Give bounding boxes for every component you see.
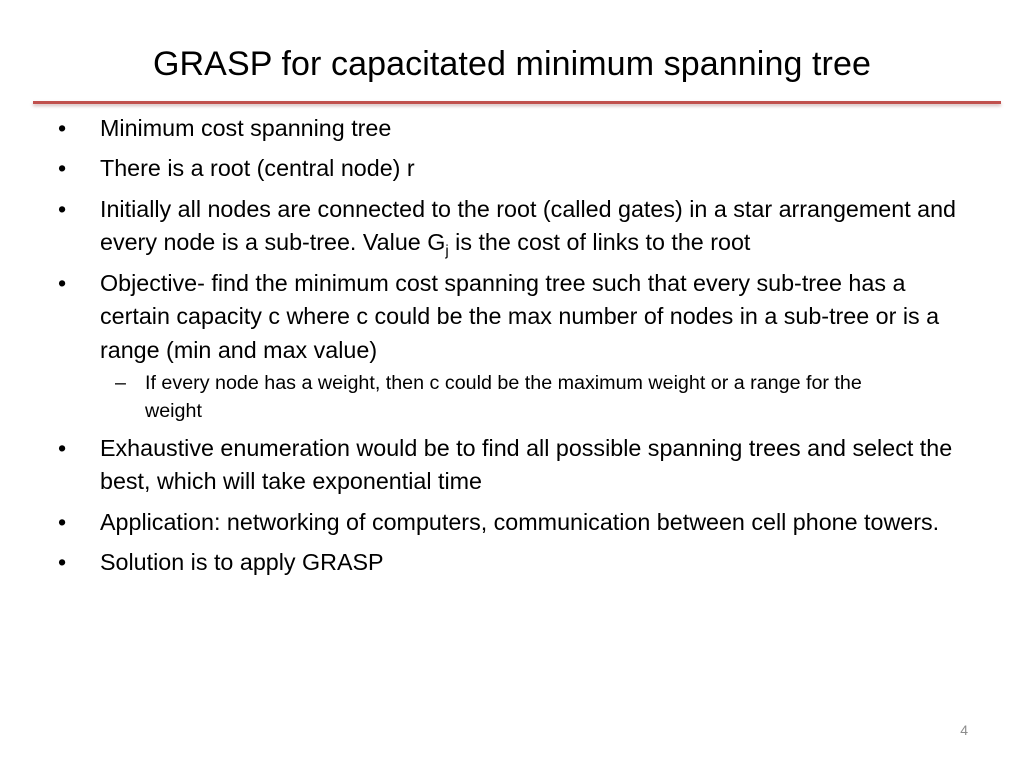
sub-bullet-marker: – bbox=[115, 372, 126, 395]
list-item bbox=[58, 432, 978, 500]
list-item bbox=[58, 267, 978, 368]
bullet-list bbox=[58, 112, 978, 580]
bullet-marker: • bbox=[58, 434, 67, 461]
bullet-text-before: Initially all nodes are connected to the root (called gates) in a star arrangement and every node is a sub-tree. Value G bbox=[100, 195, 957, 256]
list-item bbox=[58, 152, 978, 186]
bullet-marker: • bbox=[58, 195, 67, 222]
page-number: 4 bbox=[960, 722, 968, 738]
bullet-marker: • bbox=[58, 508, 67, 535]
bullet-marker: • bbox=[58, 548, 67, 575]
title-divider bbox=[33, 101, 1001, 104]
bullet-text bbox=[100, 195, 957, 261]
bullet-text: Exhaustive enumeration would be to find all possible spanning trees and select the best, which will take exponential time bbox=[100, 434, 953, 495]
list-item bbox=[58, 193, 978, 261]
sub-list-item bbox=[103, 369, 915, 425]
subscript-j: j bbox=[445, 243, 449, 261]
list-item bbox=[58, 112, 978, 146]
bullet-text: Solution is to apply GRASP bbox=[100, 548, 384, 575]
list-item bbox=[58, 506, 978, 540]
bullet-text-after: is the cost of links to the root bbox=[448, 229, 751, 256]
bullet-marker: • bbox=[58, 155, 67, 182]
bullet-text: There is a root (central node) r bbox=[100, 155, 415, 182]
slide-title: GRASP for capacitated minimum spanning tree bbox=[152, 45, 872, 83]
bullet-marker: • bbox=[58, 115, 67, 141]
bullet-text: Minimum cost spanning tree bbox=[100, 115, 392, 141]
bullet-text: Objective- find the minimum cost spanning tree such that every sub-tree has a certain capacity c where c could be the max number of nodes in a sub-tree or is a range (min and max value) bbox=[100, 269, 940, 364]
sub-bullet-text: If every node has a weight, then c could be the maximum weight or a range for the weight bbox=[145, 372, 862, 423]
bullet-text: Application: networking of computers, communication between cell phone towers. bbox=[100, 508, 940, 535]
list-item bbox=[58, 546, 978, 580]
bullet-marker: • bbox=[58, 269, 67, 296]
